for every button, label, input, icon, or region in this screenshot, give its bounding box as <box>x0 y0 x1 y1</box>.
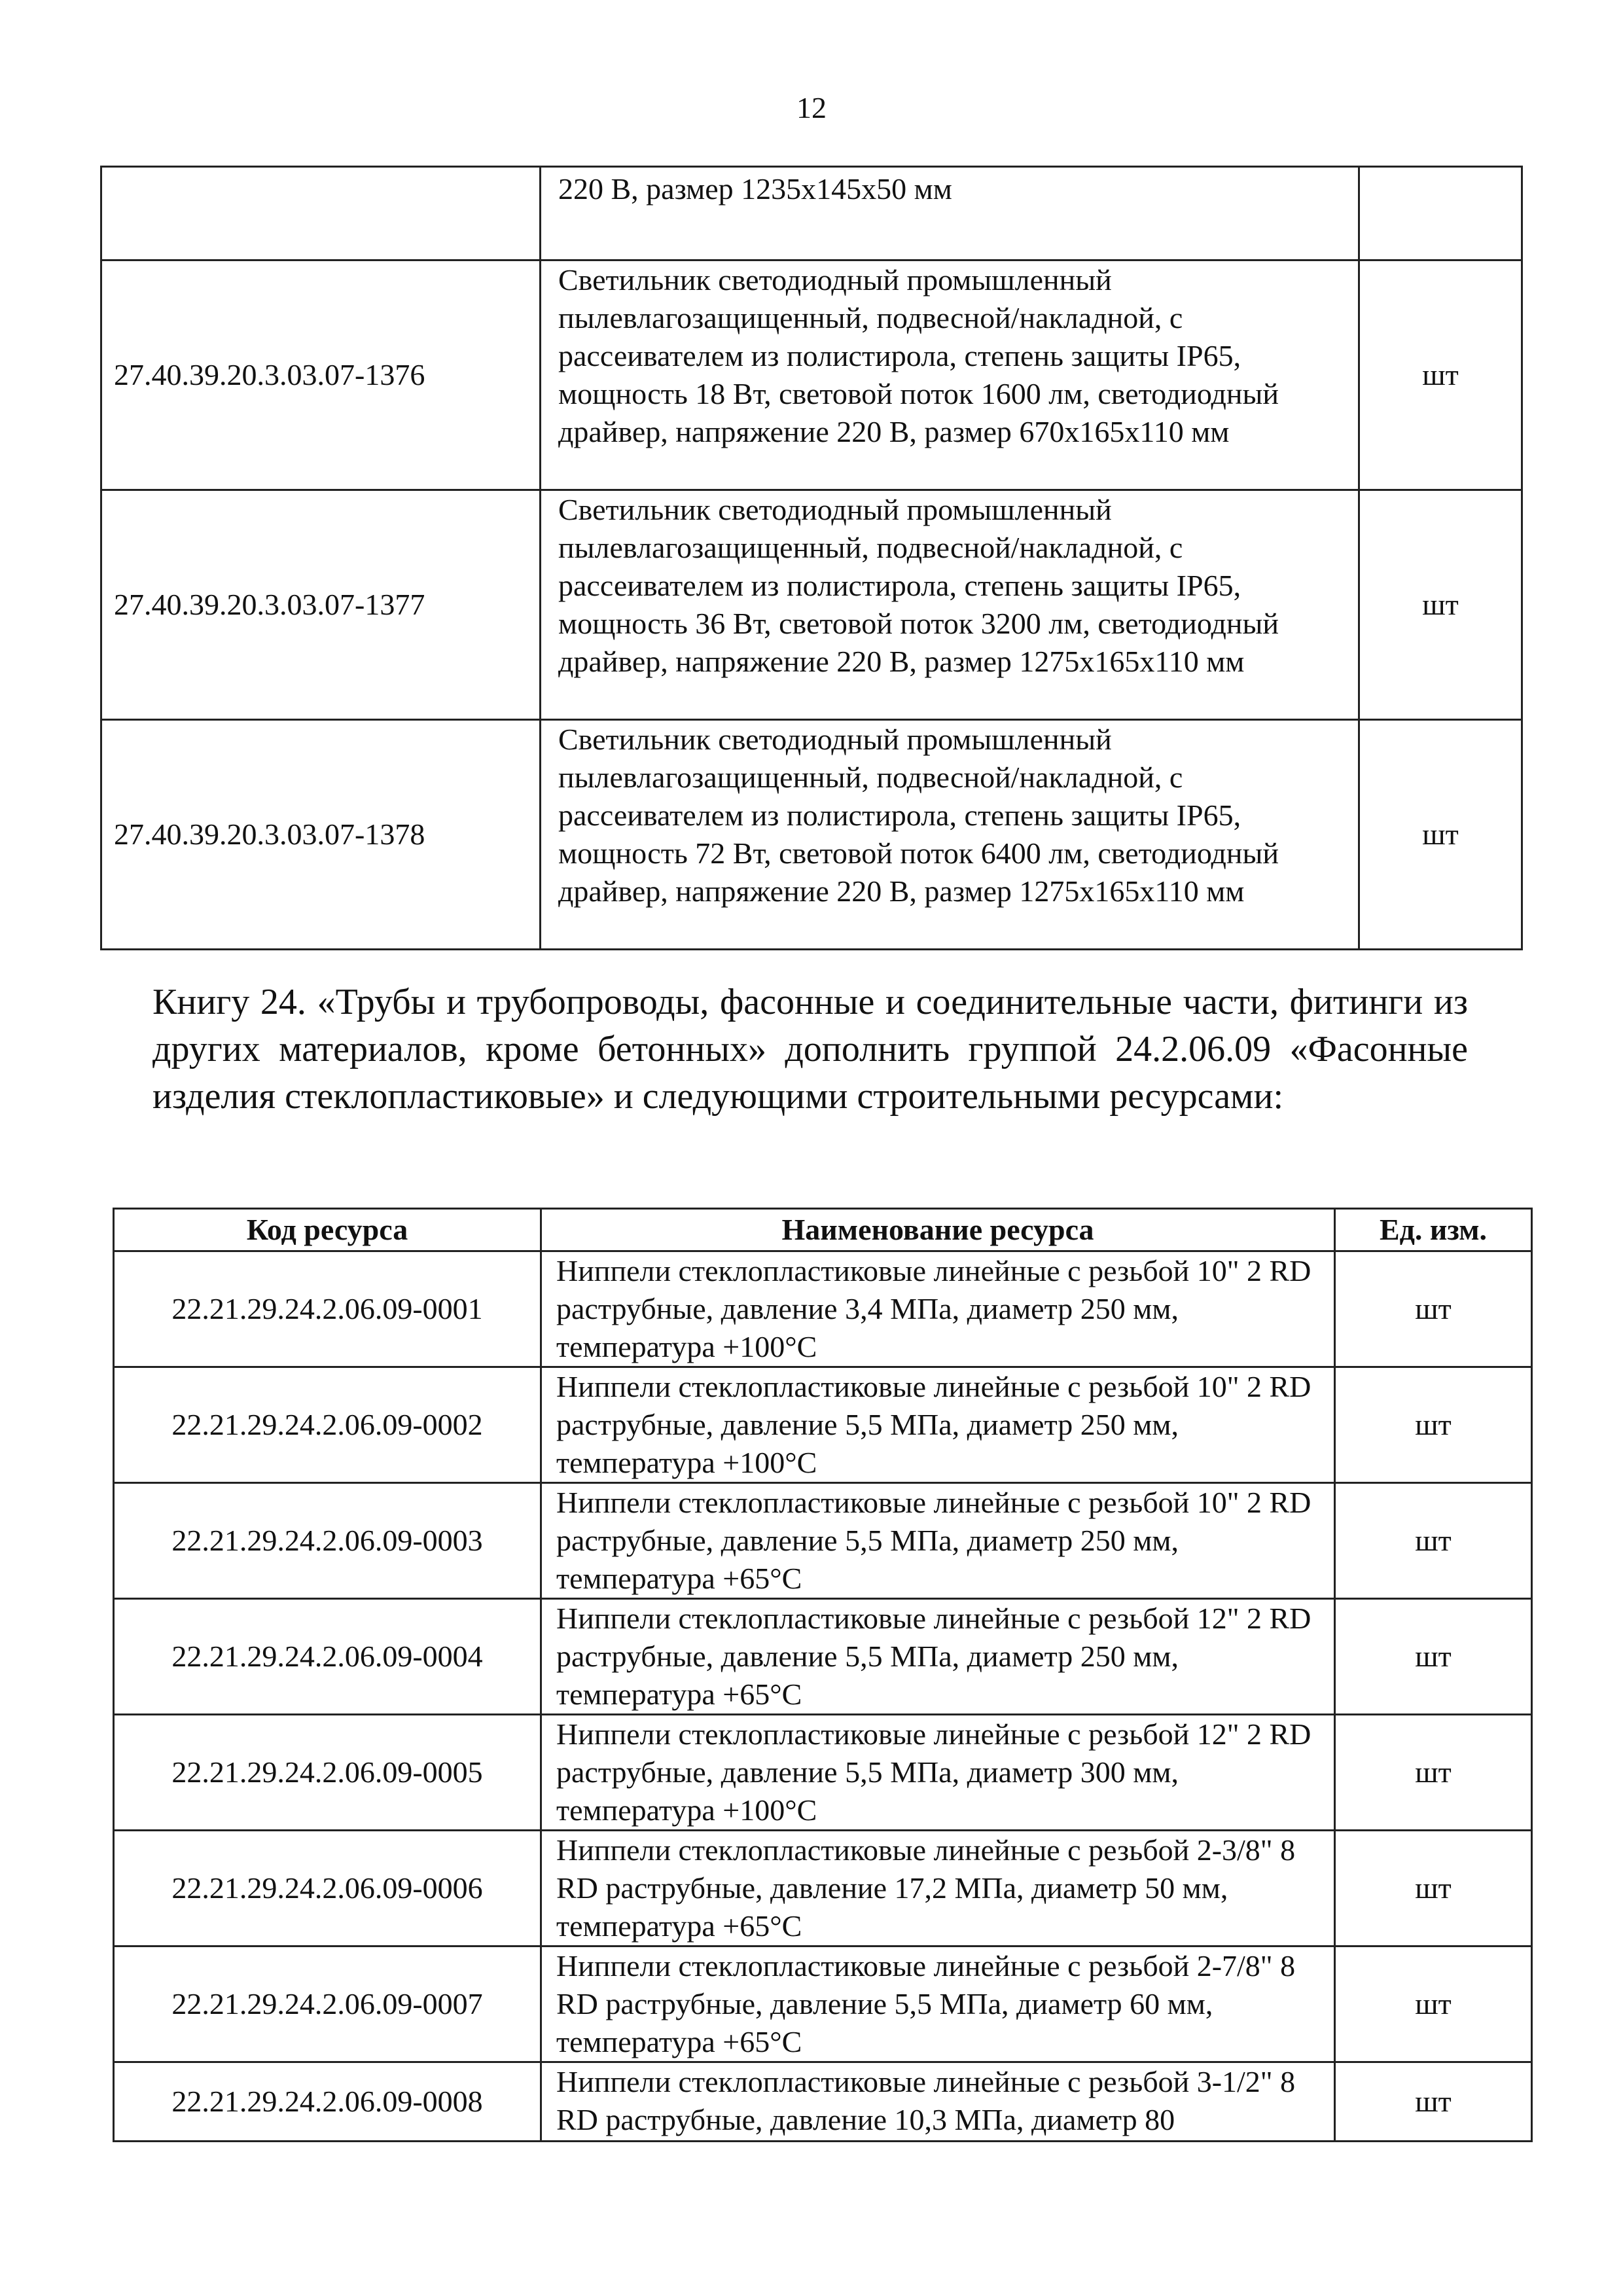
luminaires-table <box>100 166 1523 950</box>
resource-unit-cell: шт <box>1335 1483 1532 1599</box>
resource-unit-cell: шт <box>1335 1367 1532 1483</box>
page-number: 12 <box>796 91 827 124</box>
resource-name-cell: Ниппели стеклопластиковые линейные с резьбой 10" 2 RD раструбные, давление 5,5 МПа, диаметр 250 мм, температура +65°С <box>541 1483 1335 1599</box>
resource-unit-cell: шт <box>1359 490 1522 720</box>
table-row <box>114 1946 1532 2062</box>
resource-code-cell: 22.21.29.24.2.06.09-0004 <box>114 1599 541 1715</box>
header-resource-name: Наименование ресурса <box>541 1209 1335 1251</box>
resource-name-cell <box>541 2062 1335 2142</box>
table-row <box>101 260 1522 490</box>
resource-code-cell: 27.40.39.20.3.03.07-1376 <box>101 260 541 490</box>
table-header-row <box>114 1209 1532 1251</box>
table-row <box>114 1251 1532 1367</box>
resource-name-cell: Ниппели стеклопластиковые линейные с резьбой 10" 2 RD раструбные, давление 3,4 МПа, диаметр 250 мм, температура +100°С <box>541 1251 1335 1367</box>
resource-code-cell <box>101 167 541 260</box>
resource-code-cell: 22.21.29.24.2.06.09-0003 <box>114 1483 541 1599</box>
header-resource-code: Код ресурса <box>114 1209 541 1251</box>
table-row <box>101 167 1522 260</box>
resource-unit-cell: шт <box>1335 1599 1532 1715</box>
table-row <box>114 1831 1532 1946</box>
resource-code-cell: 27.40.39.20.3.03.07-1378 <box>101 720 541 950</box>
resource-unit-cell: шт <box>1359 720 1522 950</box>
resource-name-cell: Ниппели стеклопластиковые линейные с резьбой 2-7/8" 8 RD раструбные, давление 5,5 МПа, диаметр 60 мм, температура +65°С <box>541 1946 1335 2062</box>
table-row <box>114 1483 1532 1599</box>
resource-code-cell: 22.21.29.24.2.06.09-0008 <box>114 2062 541 2142</box>
table-row <box>114 2062 1532 2142</box>
amendment-paragraph: Книгу 24. «Трубы и трубопроводы, фасонные и соединительные части, фитинги из других материалов, кроме бетонных» дополнить группой 24.2.06.09 «Фасонные изделия стеклопластиковые» и следующими строительными ресурсами: <box>152 982 1468 1117</box>
table-row <box>114 1599 1532 1715</box>
header-unit: Ед. изм. <box>1335 1209 1532 1251</box>
resource-code-cell: 22.21.29.24.2.06.09-0006 <box>114 1831 541 1946</box>
resource-name-cell: Светильник светодиодный промышленный пылевлагозащищенный, подвесной/накладной, с рассеивателем из полистирола, степень защиты IP65, мощность 36 Вт, световой поток 3200 лм, светодиодный драйвер, напряжение 220 В, размер 1275x165x110 мм <box>541 490 1359 720</box>
resource-code-cell: 22.21.29.24.2.06.09-0007 <box>114 1946 541 2062</box>
resource-unit-cell: шт <box>1359 260 1522 490</box>
table-row <box>101 720 1522 950</box>
resource-unit-cell: шт <box>1335 1715 1532 1831</box>
resource-unit-cell: шт <box>1335 1946 1532 2062</box>
resource-name-cell: Ниппели стеклопластиковые линейные с резьбой 12" 2 RD раструбные, давление 5,5 МПа, диаметр 250 мм, температура +65°С <box>541 1599 1335 1715</box>
resource-code-cell: 22.21.29.24.2.06.09-0005 <box>114 1715 541 1831</box>
table-row <box>114 1715 1532 1831</box>
resource-unit-cell: шт <box>1335 2062 1532 2142</box>
resource-name-cell: Ниппели стеклопластиковые линейные с резьбой 2-3/8" 8 RD раструбные, давление 17,2 МПа, диаметр 50 мм, температура +65°С <box>541 1831 1335 1946</box>
resource-code-cell: 22.21.29.24.2.06.09-0001 <box>114 1251 541 1367</box>
resource-name-cell: Светильник светодиодный промышленный пылевлагозащищенный, подвесной/накладной, с рассеивателем из полистирола, степень защиты IP65, мощность 72 Вт, световой поток 6400 лм, светодиодный драйвер, напряжение 220 В, размер 1275x165x110 мм <box>541 720 1359 950</box>
resource-unit-cell <box>1359 167 1522 260</box>
resource-code-cell: 27.40.39.20.3.03.07-1377 <box>101 490 541 720</box>
table-row <box>114 1367 1532 1483</box>
resource-unit-cell: шт <box>1335 1251 1532 1367</box>
resource-code-cell: 22.21.29.24.2.06.09-0002 <box>114 1367 541 1483</box>
resource-name-cell: Ниппели стеклопластиковые линейные с резьбой 10" 2 RD раструбные, давление 5,5 МПа, диаметр 250 мм, температура +100°С <box>541 1367 1335 1483</box>
fiberglass-fittings-table <box>113 1208 1533 2142</box>
resource-name-cell: Ниппели стеклопластиковые линейные с резьбой 12" 2 RD раструбные, давление 5,5 МПа, диаметр 300 мм, температура +100°С <box>541 1715 1335 1831</box>
resource-name-text: Ниппели стеклопластиковые линейные с резьбой 3-1/2" 8 RD раструбные, давление 10,3 МПа, диаметр 80 <box>556 2065 1296 2136</box>
resource-name-cell: Светильник светодиодный промышленный пылевлагозащищенный, подвесной/накладной, с рассеивателем из полистирола, степень защиты IP65, мощность 18 Вт, световой поток 1600 лм, светодиодный драйвер, напряжение 220 В, размер 670x165x110 мм <box>541 260 1359 490</box>
resource-name-cell: 220 В, размер 1235x145x50 мм <box>541 167 1359 260</box>
table-row <box>101 490 1522 720</box>
resource-unit-cell: шт <box>1335 1831 1532 1946</box>
